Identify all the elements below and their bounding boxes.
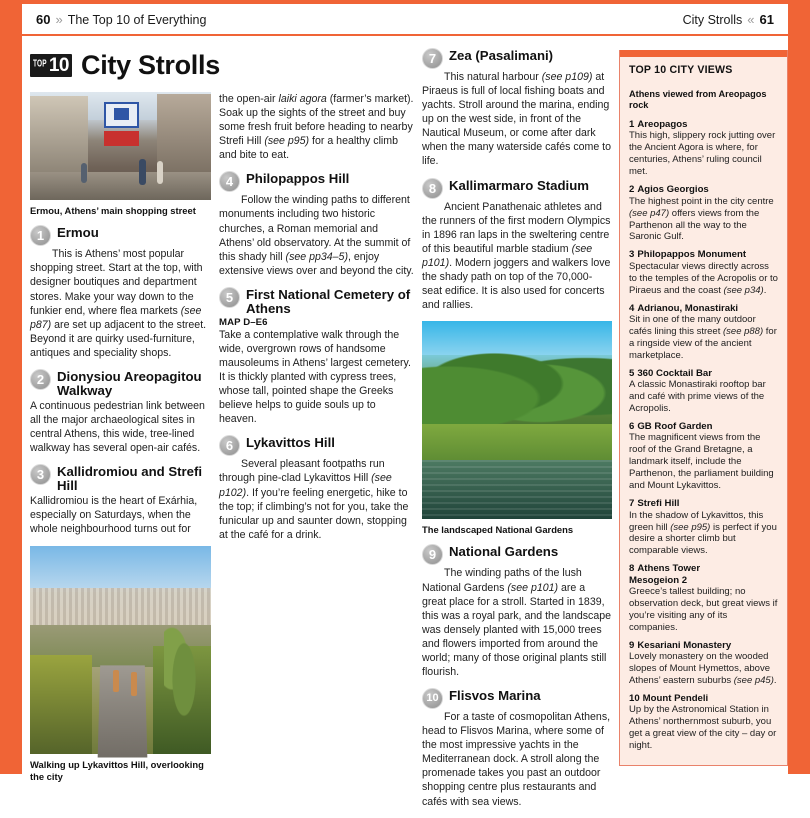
city-view-1-head — [629, 119, 778, 130]
city-view-8-title: Athens Tower — [637, 563, 701, 575]
entry-5-title: First National Cemetery of Athens — [246, 286, 411, 316]
entry-7-body-ref: (see p109) — [541, 71, 593, 83]
ermou-photo-caption: Ermou, Athens’ main shopping street — [30, 205, 196, 216]
running-header — [22, 4, 788, 36]
entry-1-number: 1 — [30, 225, 51, 246]
top10-badge-word: TOP — [33, 58, 47, 70]
entry-1-body-tail: are set up adjacent to the street. Beyond it are quirky used-furniture, antiques and speciality shops. — [30, 318, 207, 359]
city-view-7-number: 7 — [629, 498, 635, 510]
city-view-6-body: The magnificent views from the roof of the Grand Bretagne, a landmark itself, include the Parthenon, the parliament building and Mount Lykavittos. — [629, 432, 774, 492]
city-view-9-body — [629, 651, 778, 687]
city-view-3-body-lead: Spectacular views directly across to the temples of the Acropolis or to Piraeus and the coast — [629, 260, 778, 296]
entry-9-head — [422, 544, 612, 565]
city-view-2-head — [629, 184, 778, 195]
city-view-1-body-lead: This high, slippery rock jutting over the Ancient Agora is where, for centuries, Athens’ ruling council met. — [629, 130, 776, 178]
city-view-1-title: Areopagos — [637, 119, 688, 131]
entry-7-body-lead: This natural harbour — [444, 71, 542, 83]
entry-4 — [219, 171, 414, 277]
entry-6-body-lead: Several pleasant footpaths run through pine-clad Lykavittos Hill — [219, 458, 385, 485]
entry-6-body — [219, 457, 414, 541]
city-view-3-title: Philopappos Monument — [637, 249, 747, 261]
cont-italic-2: (see p95) — [264, 135, 310, 148]
city-view-9-title: Kesariani Monastery — [637, 639, 732, 651]
entry-10 — [422, 688, 612, 809]
entry-3-head — [30, 464, 211, 493]
city-view-3-head — [629, 249, 778, 260]
city-view-4-head — [629, 303, 778, 314]
city-view-1-body — [629, 130, 778, 178]
entry-2-body: A continuous pedestrian link between all the major archaeological sites in central Athens, this wide, tree-lined walkway has several open-air cafés. — [30, 399, 205, 455]
entry-5-number: 5 — [219, 287, 240, 308]
city-view-5-number: 5 — [629, 367, 635, 379]
entry-3 — [30, 464, 211, 536]
city-view-9-head — [629, 640, 778, 651]
entry-10-number: 10 — [422, 688, 443, 709]
city-view-7-body-tail: is perfect if you desire a shorter climb but comparable views. — [629, 521, 777, 557]
city-view-3-body — [629, 261, 778, 297]
entry-1-body-ref: (see p87) — [30, 304, 202, 331]
entry-9-title: National Gardens — [449, 544, 559, 560]
city-view-9-number: 9 — [629, 639, 635, 651]
entry-9-number: 9 — [422, 544, 443, 565]
panel-top-bar — [620, 50, 787, 57]
areopagos-photo-caption: Athens viewed from Areopagos rock — [629, 89, 767, 111]
city-view-10-head — [629, 693, 778, 704]
entry-4-number: 4 — [219, 171, 240, 192]
entry-8-body-tail: . Modern joggers and walkers love the shady path on top of the 70,000-seat edifice. It is also used for concerts and rallies. — [422, 256, 611, 312]
entry-10-head — [422, 688, 612, 709]
entry-4-body — [219, 193, 414, 277]
city-view-10-title: Mount Pendeli — [642, 693, 709, 705]
entry-2 — [30, 369, 211, 455]
city-view-7-title: Strefi Hill — [637, 498, 680, 510]
entry-6-number: 6 — [219, 435, 240, 456]
city-view-7-body-lead: In the shadow of Lykavittos, this green hill — [629, 509, 764, 533]
entry-1-body — [30, 247, 211, 360]
entry-3-body: Kallidromiou is the heart of Exárhia, especially on Saturdays, when the whole neighbourhood turns out for — [30, 495, 198, 536]
entry-7-title: Zea (Pasalimani) — [449, 48, 554, 63]
page-left-edge — [0, 0, 22, 774]
cont-lead: the open-air — [219, 93, 279, 105]
entry-1-head — [30, 225, 211, 246]
column-1 — [30, 92, 211, 791]
city-view-9-body-tail: . — [773, 675, 777, 687]
entry-2-title: Dionysiou Areopagitou Walkway — [57, 368, 202, 398]
entry-4-title: Philopappos Hill — [246, 171, 350, 187]
column-2 — [219, 92, 414, 551]
entry-7-head — [422, 48, 612, 69]
entry-1 — [30, 225, 211, 360]
entry-7-number: 7 — [422, 48, 443, 69]
city-view-item-1 — [629, 119, 778, 178]
top10-badge-icon — [30, 54, 72, 77]
entry-7 — [422, 48, 612, 169]
city-view-6-number: 6 — [629, 421, 635, 433]
city-view-item-7 — [629, 498, 778, 557]
folio-left: 60 — [36, 11, 51, 27]
entry-7-body — [422, 70, 612, 169]
entry-9 — [422, 544, 612, 679]
entry-7-body-tail: at Piraeus is full of local fishing boats and yachts. Stroll around the marina, ending up on the west side, in front of the Nautical Museum, or come after dark when the many waterside cafés come to life. — [422, 71, 612, 168]
entry-1-body-lead: This is Athens’ most popular shopping street. Start at the top, with designer boutiques and department stores. Make your way down to the funkier end, where flea markets — [30, 248, 203, 317]
city-view-2-body — [629, 196, 778, 244]
entry-6 — [219, 435, 414, 541]
city-view-4-number: 4 — [629, 302, 635, 314]
city-view-item-2 — [629, 184, 778, 243]
top-10-city-views-panel — [619, 50, 788, 766]
cont-italic-1: laiki agora — [278, 93, 327, 105]
entry-2-number: 2 — [30, 369, 51, 390]
city-view-7-body-ref: (see p95) — [670, 521, 711, 533]
entry-5-map-label: MAP D–E6 — [219, 316, 268, 328]
city-view-item-4 — [629, 303, 778, 362]
chevron-left-icon: « — [747, 11, 755, 27]
entry-9-body-tail: are a great place for a stroll. Started in 1839, this was a royal park, and the landscape was densely planted with 15,000 trees and flowers imported from around the world; many of those original plants still flourish. — [422, 581, 612, 678]
city-view-8-body: Greece’s tallest building; no observation deck, but great views if you’re visiting any of its companies. — [629, 586, 778, 633]
city-view-5-title: 360 Cocktail Bar — [637, 367, 712, 379]
entry-6-body-ref: (see p102) — [219, 472, 392, 499]
top10-badge-number: 10 — [48, 55, 69, 76]
city-view-9-body-ref: (see p45) — [733, 675, 774, 687]
page-content — [22, 40, 788, 808]
city-view-4-body-lead: Sit in one of the many outdoor cafés lining this street — [629, 313, 756, 337]
entry-4-body-tail: , enjoy extensive views over and beyond the city. — [219, 250, 414, 277]
entry-3-continuation — [219, 92, 414, 162]
city-view-7-head — [629, 498, 778, 509]
city-view-5-body: A classic Monastiraki rooftop bar and café with prime views of the Acropolis. — [629, 379, 766, 415]
panel-title: TOP 10 CITY VIEWS — [629, 64, 733, 76]
entry-8-head — [422, 178, 612, 199]
entry-4-body-ref: (see pp34–5) — [285, 250, 348, 263]
cont-mid: (farmer’s market). Soak up the sights of the street and buy some fresh fruit before heading to nearby Strefi Hill — [219, 93, 414, 148]
city-view-6-head — [629, 421, 778, 432]
entry-10-title: Flisvos Marina — [449, 688, 541, 704]
entry-9-body-ref: (see p101) — [507, 581, 559, 594]
city-view-item-8 — [629, 563, 778, 634]
entry-8-body — [422, 200, 612, 313]
city-view-item-9 — [629, 640, 778, 687]
city-view-7-body — [629, 510, 778, 558]
entry-8-body-lead: Ancient Panathenaic athletes and the runners of the first modern Olympics in 1896 ran laps in the sweltering centre of this beautiful marble stadium — [422, 200, 611, 255]
chevron-right-icon: » — [55, 11, 63, 27]
column-3 — [422, 48, 612, 818]
city-view-6-title: GB Roof Garden — [637, 421, 713, 433]
city-view-4-body-tail: for a ringside view of the ancient marketplace. — [629, 325, 777, 361]
national-gardens-photo — [422, 321, 612, 519]
entry-6-title: Lykavittos Hill — [246, 435, 335, 451]
entry-8-number: 8 — [422, 178, 443, 199]
entry-3-number: 3 — [30, 464, 51, 485]
entry-5-head — [219, 287, 414, 316]
header-right — [683, 12, 774, 27]
city-view-4-body — [629, 314, 778, 362]
entry-8-title: Kallimarmaro Stadium — [449, 177, 589, 193]
entry-9-body — [422, 566, 612, 679]
city-view-2-body-lead: The highest point in the city centre — [629, 195, 774, 207]
entry-4-body-lead: Follow the winding paths to different monuments including two historic churches, a Roman memorial and Athens’ old observatory. At the summit of this shady hill — [219, 194, 411, 263]
national-gardens-photo-caption: The landscaped National Gardens — [422, 524, 574, 536]
city-view-10-body: Up by the Astronomical Station in Athens’ northernmost suburb, you get a great view of the city – day or night. — [629, 704, 777, 752]
city-view-3-body-tail: . — [763, 284, 767, 296]
page-title: City Strolls — [81, 50, 220, 80]
lykavittos-photo-caption: Walking up Lykavittos Hill, overlooking the city — [30, 759, 204, 782]
entry-9-body-lead: The winding paths of the lush National Gardens — [422, 567, 582, 594]
cont-tail: for a healthy climb and bite to eat. — [219, 135, 399, 162]
city-view-3-number: 3 — [629, 249, 635, 261]
entry-10-body: For a taste of cosmopolitan Athens, head to Flisvos Marina, where some of the most impressive yachts in the Mediterranean dock. A stroll along the promenade takes you past an outdoor shopping centre plus restaurants and cafés with sea views. — [422, 711, 611, 808]
entry-4-head — [219, 171, 414, 192]
panel-inner — [620, 57, 787, 766]
entry-5 — [219, 287, 414, 427]
lykavittos-photo — [30, 546, 211, 754]
city-view-2-body-tail: offers views from the Parthenon all the way to the Saronic Gulf. — [629, 207, 760, 243]
city-view-8-head — [629, 563, 778, 574]
city-view-4-title: Adrianou, Monastiraki — [637, 302, 739, 314]
city-view-item-5 — [629, 368, 778, 415]
city-view-4-body-ref: (see p88) — [723, 325, 764, 337]
city-view-item-3 — [629, 249, 778, 296]
city-view-10-number: 10 — [629, 693, 640, 705]
folio-right: 61 — [759, 11, 774, 27]
entry-1-title: Ermou — [57, 225, 99, 241]
entry-2-head — [30, 369, 211, 398]
city-view-item-10 — [629, 693, 778, 752]
header-left-title: The Top 10 of Everything — [67, 12, 207, 27]
city-view-5-head — [629, 368, 778, 379]
header-right-title: City Strolls — [682, 12, 743, 27]
city-view-3-body-ref: (see p34) — [723, 284, 764, 296]
entry-5-body: Take a contemplative walk through the wide, overgrown rows of handsome mausoleums in Athens’ largest cemetery. It is thickly planted with cypress trees, whose tall, pointed shape the Greeks believe helps to guide souls up to heaven. — [219, 328, 411, 426]
city-view-8-number: 8 — [629, 563, 635, 575]
city-view-1-number: 1 — [629, 119, 635, 131]
ermou-photo — [30, 92, 211, 200]
city-view-item-6 — [629, 421, 778, 492]
header-left — [36, 12, 206, 27]
entry-8-body-ref: (see p101) — [422, 242, 593, 269]
city-view-2-body-ref: (see p47) — [629, 207, 670, 219]
entry-6-head — [219, 435, 414, 456]
city-view-9-body-lead: Lovely monastery on the wooded slopes of Mount Hymettos, above Athens’ eastern suburbs — [629, 651, 770, 687]
city-view-8-subtitle: Mesogeion 2 — [629, 574, 688, 586]
page-right-edge — [788, 0, 810, 774]
page-title-block — [30, 52, 220, 79]
entry-6-body-tail: . If you’re feeling energetic, hike to the top; if climbing’s not for you, take the funicular up and saunter down, stopping at the café for a drink. — [219, 486, 409, 541]
city-view-2-title: Agios Georgios — [637, 184, 709, 196]
city-view-2-number: 2 — [629, 184, 635, 196]
entry-3-title: Kallidromiou and Strefi Hill — [57, 464, 203, 494]
entry-8 — [422, 178, 612, 313]
